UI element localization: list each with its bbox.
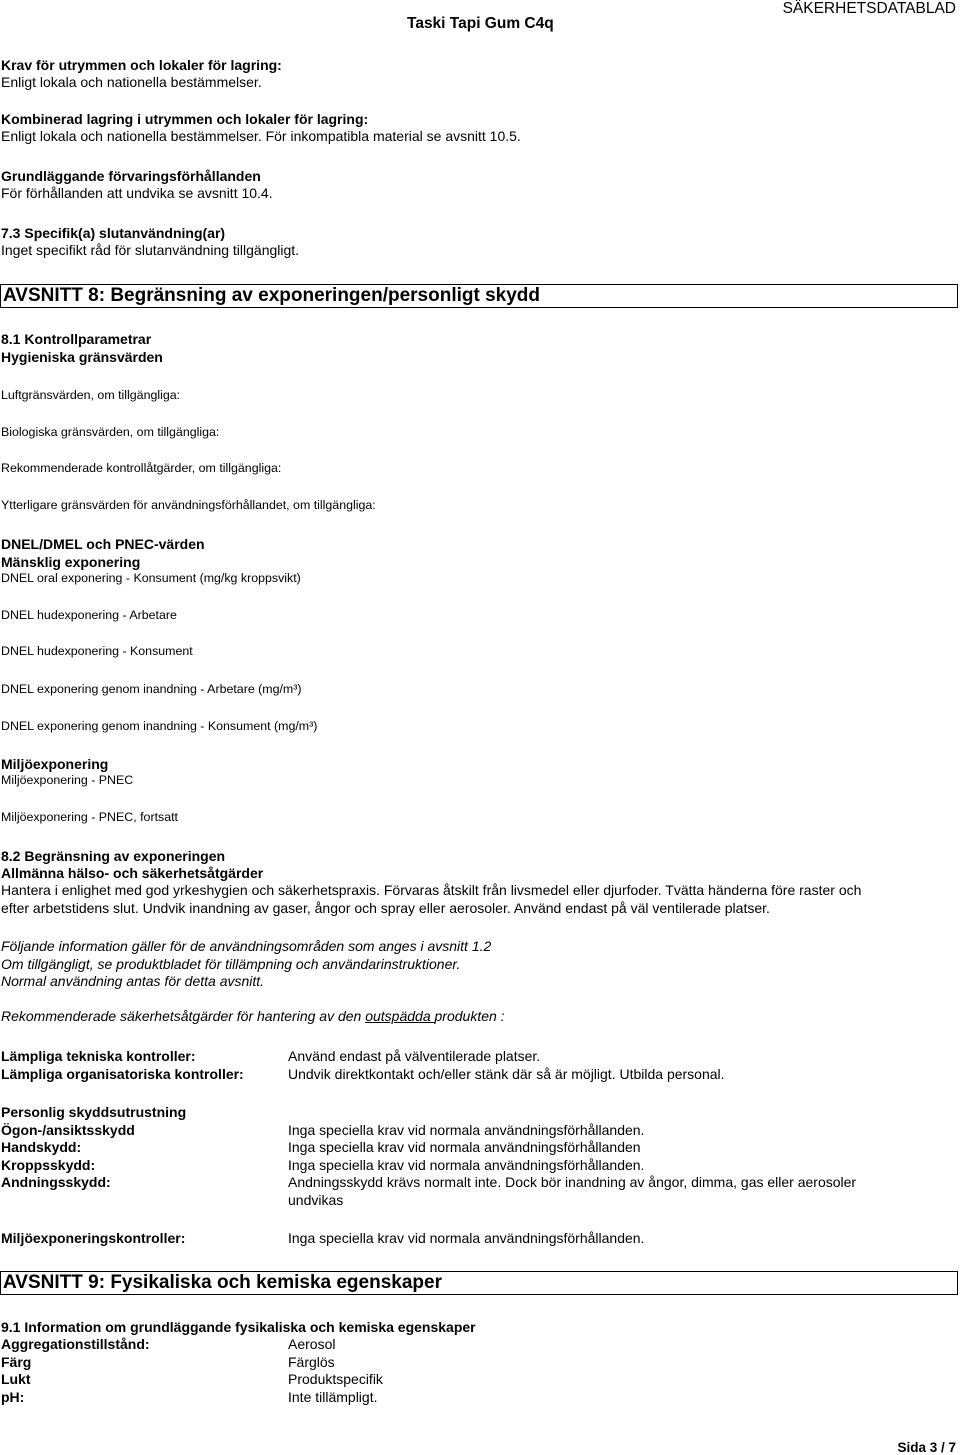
control-params-heading: 8.1 Kontrollparametrar [1, 331, 152, 347]
bio-limits-label: Biologiska gränsvärden, om tillgängliga: [1, 425, 220, 439]
additional-limits-label: Ytterligare gränsvärden för användningsförhållandet, om tillgängliga: [1, 498, 376, 512]
env-pnec-cont-label: Miljöexponering - PNEC, fortsatt [1, 810, 178, 824]
odour-value: Produktspecifik [288, 1371, 383, 1387]
recommended-suffix: produkten : [434, 1008, 505, 1024]
recommended-measures-line [1, 1008, 505, 1026]
control-measures-label: Rekommenderade kontrollåtgärder, om tillgängliga: [1, 461, 282, 475]
respiratory-protection-label: Andningsskydd: [1, 1174, 111, 1190]
recommended-underlined: outspädda [365, 1008, 435, 1024]
dnel-pnec-heading: DNEL/DMEL och PNEC-värden [1, 536, 205, 552]
organisational-controls-label: Lämpliga organisatoriska kontroller: [1, 1066, 244, 1082]
body-protection-label: Kroppsskydd: [1, 1157, 96, 1173]
env-controls-value: Inga speciella krav vid normala användningsförhållanden. [288, 1230, 645, 1246]
aggregation-state-label: Aggregationstillstånd: [1, 1336, 150, 1352]
recommended-prefix: Rekommenderade säkerhetsåtgärder för hantering av den [1, 1008, 366, 1024]
end-use-text: Inget specifikt råd för slutanvändning tillgängligt. [1, 242, 300, 258]
general-measures-line-1: Hantera i enlighet med god yrkeshygien och säkerhetspraxis. Förvaras åtskilt från livsmedel eller djurfoder. Tvätta händerna före raster och [1, 882, 862, 898]
env-controls-label: Miljöexponeringskontroller: [1, 1230, 186, 1246]
general-measures-line-2: efter arbetstidens slut. Undvik inandning av gaser, ångor och spray eller aerosoler. Använd endast på väl ventilerade platser. [1, 900, 770, 916]
physchem-info-heading: 9.1 Information om grundläggande fysikaliska och kemiska egenskaper [1, 1319, 476, 1335]
respiratory-protection-value-cont: undvikas [288, 1192, 344, 1208]
human-exposure-heading: Mänsklig exponering [1, 554, 141, 570]
storage-room-text: Enligt lokala och nationella bestämmelser. [1, 74, 262, 90]
basic-storage-text: För förhållanden att undvika se avsnitt 10.4. [1, 185, 273, 201]
storage-room-heading: Krav för utrymmen och lokaler för lagring: [1, 57, 282, 73]
env-exposure-heading: Miljöexponering [1, 756, 109, 772]
technical-controls-label: Lämpliga tekniska kontroller: [1, 1048, 196, 1064]
hand-protection-label: Handskydd: [1, 1139, 82, 1155]
info-line-1: Följande information gäller för de användningsområden som anges i avsnitt 1.2 [1, 938, 492, 954]
eye-protection-value: Inga speciella krav vid normala användningsförhållanden. [288, 1122, 645, 1138]
page-number: Sida 3 / 7 [897, 1440, 956, 1455]
dnel-oral-label: DNEL oral exponering - Konsument (mg/kg kroppsvikt) [1, 571, 301, 585]
section-8-title: AVSNITT 8: Begränsning av exponeringen/personligt skydd [0, 284, 958, 308]
technical-controls-value: Använd endast på välventilerade platser. [288, 1048, 541, 1064]
colour-label: Färg [1, 1354, 32, 1370]
combined-storage-heading: Kombinerad lagring i utrymmen och lokaler för lagring: [1, 111, 369, 127]
eye-protection-label: Ögon-/ansiktsskydd [1, 1122, 135, 1138]
colour-value: Färglös [288, 1354, 335, 1370]
hand-protection-value: Inga speciella krav vid normala användningsförhållanden [288, 1139, 641, 1155]
env-pnec-label: Miljöexponering - PNEC [1, 773, 134, 787]
respiratory-protection-value: Andningsskydd krävs normalt inte. Dock bör inandning av ångor, dimma, gas eller aerosoler [288, 1174, 857, 1190]
aggregation-state-value: Aerosol [288, 1336, 336, 1352]
exposure-limit-heading: 8.2 Begränsning av exponeringen [1, 848, 226, 864]
body-protection-value: Inga speciella krav vid normala användningsförhållanden. [288, 1157, 645, 1173]
section-9-title: AVSNITT 9: Fysikaliska och kemiska egenskaper [0, 1271, 958, 1295]
combined-storage-text: Enligt lokala och nationella bestämmelser. För inkompatibla material se avsnitt 10.5. [1, 128, 521, 144]
ph-value: Inte tillämpligt. [288, 1389, 378, 1405]
document-type: SÄKERHETSDATABLAD [782, 0, 956, 17]
basic-storage-heading: Grundläggande förvaringsförhållanden [1, 168, 261, 184]
dnel-inhalation-worker-label: DNEL exponering genom inandning - Arbetare (mg/m³) [1, 682, 302, 696]
ph-label: pH: [1, 1389, 25, 1405]
info-line-3: Normal användning antas för detta avsnitt. [1, 973, 265, 989]
dnel-inhalation-consumer-label: DNEL exponering genom inandning - Konsument (mg/m³) [1, 719, 318, 733]
odour-label: Lukt [1, 1371, 31, 1387]
end-use-heading: 7.3 Specifik(a) slutanvändning(ar) [1, 225, 226, 241]
general-measures-heading: Allmänna hälso- och säkerhetsåtgärder [1, 865, 264, 881]
dnel-skin-worker-label: DNEL hudexponering - Arbetare [1, 608, 177, 622]
dnel-skin-consumer-label: DNEL hudexponering - Konsument [1, 644, 193, 658]
info-line-2: Om tillgängligt, se produktbladet för tillämpning och användarinstruktioner. [1, 956, 461, 972]
ppe-heading: Personlig skyddsutrustning [1, 1104, 187, 1120]
hygiene-limits-heading: Hygieniska gränsvärden [1, 349, 163, 365]
air-limits-label: Luftgränsvärden, om tillgängliga: [1, 388, 181, 402]
organisational-controls-value: Undvik direktkontakt och/eller stänk där så är möjligt. Utbilda personal. [288, 1066, 725, 1082]
product-title: Taski Tapi Gum C4q [407, 15, 554, 32]
